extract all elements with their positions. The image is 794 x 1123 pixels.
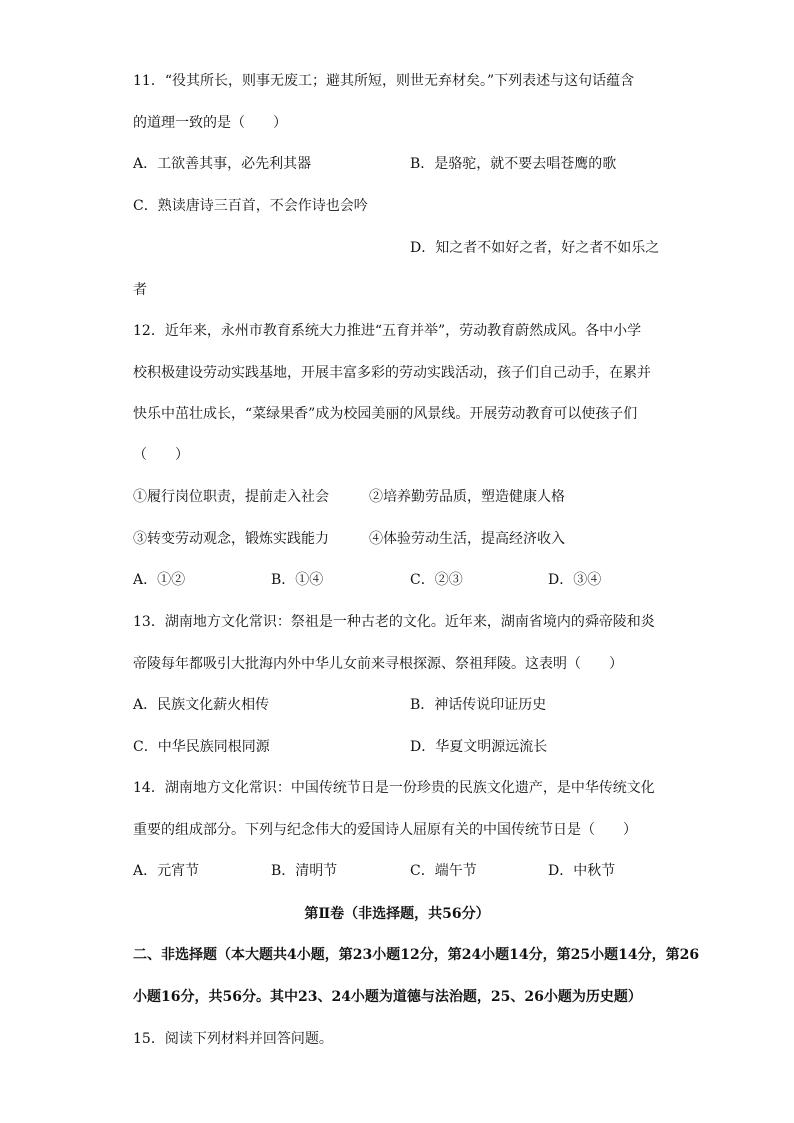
q13-option-a: A．民族文化薪火相传 <box>133 697 270 713</box>
q11-option-b: B．是骆驼，就不要去唱苍鹰的歌 <box>410 156 617 172</box>
q14-option-c: C．端午节 <box>410 863 477 879</box>
q12-option-d: D．③④ <box>548 572 602 588</box>
q13-option-b: B．神话传说印证历史 <box>410 697 547 713</box>
q11-option-d-line1: D．知之者不如好之者，好之者不如乐之 <box>410 240 660 256</box>
q14-option-b: B．清明节 <box>271 863 338 879</box>
q14-stem-line2: 重要的组成部分。下列与纪念伟大的爱国诗人屈原有关的中国传统节日是（ ） <box>133 822 637 838</box>
q14-option-d: D．中秋节 <box>548 863 616 879</box>
q15-stem: 15．阅读下列材料并回答问题。 <box>133 1031 333 1047</box>
q12-stem-line2: 校积极建设劳动实践基地，开展丰富多彩的劳动实践活动，孩子们自己动手，在累并 <box>133 365 651 381</box>
q14-stem-line1: 14．湖南地方文化常识：中国传统节日是一份珍贵的民族文化遗产，是中华传统文化 <box>133 780 655 796</box>
q13-stem-line1: 13．湖南地方文化常识：祭祖是一种古老的文化。近年来，湖南省境内的舜帝陵和炎 <box>133 614 655 630</box>
q12-item-1: ①履行岗位职责，提前走入社会 <box>133 489 329 505</box>
q12-stem-line3: 快乐中茁壮成长，“菜绿果香”成为校园美丽的风景线。开展劳动教育可以使孩子们 <box>133 406 638 422</box>
q12-stem-line4: （ ） <box>133 447 189 463</box>
q13-stem-line2: 帝陵每年都吸引大批海内外中华儿女前来寻根探源、祭祖拜陵。这表明（ ） <box>133 656 623 672</box>
q14-option-a: A．元宵节 <box>133 863 200 879</box>
q11-option-d-line2: 者 <box>133 282 147 298</box>
q12-item-4: ④体验劳动生活，提高经济收入 <box>369 531 565 547</box>
q12-item-3: ③转变劳动观念，锻炼实践能力 <box>133 531 329 547</box>
q11-stem-line2: 的道理一致的是（ ） <box>133 115 287 131</box>
part2-heading-line1: 二、非选择题（本大题共4小题，第23小题12分，第24小题14分，第25小题14分，第26 <box>133 947 700 963</box>
part2-title: 第Ⅱ卷（非选择题，共56分） <box>304 906 490 922</box>
q11-option-a: A．工欲善其事，必先利其器 <box>133 156 312 172</box>
q12-stem-line1: 12．近年来，永州市教育系统大力推进“五育并举”，劳动教育蔚然成风。各中小学 <box>133 323 642 339</box>
q11-stem-line1: 11．“役其所长，则事无废工；避其所短，则世无弃材矣。”下列表述与这句话蕴含 <box>133 73 635 89</box>
q12-option-b: B．①④ <box>271 572 324 588</box>
q13-option-c: C．中华民族同根同源 <box>133 739 270 755</box>
q12-item-2: ②培养勤劳品质，塑造健康人格 <box>369 489 565 505</box>
q12-option-c: C．②③ <box>410 572 463 588</box>
q12-option-a: A．①② <box>133 572 186 588</box>
part2-heading-line2: 小题16分，共56分。其中23、24小题为道德与法治题，25、26小题为历史题） <box>133 989 642 1005</box>
q11-option-c: C．熟读唐诗三百首，不会作诗也会吟 <box>133 198 368 214</box>
q13-option-d: D．华夏文明源远流长 <box>410 739 548 755</box>
